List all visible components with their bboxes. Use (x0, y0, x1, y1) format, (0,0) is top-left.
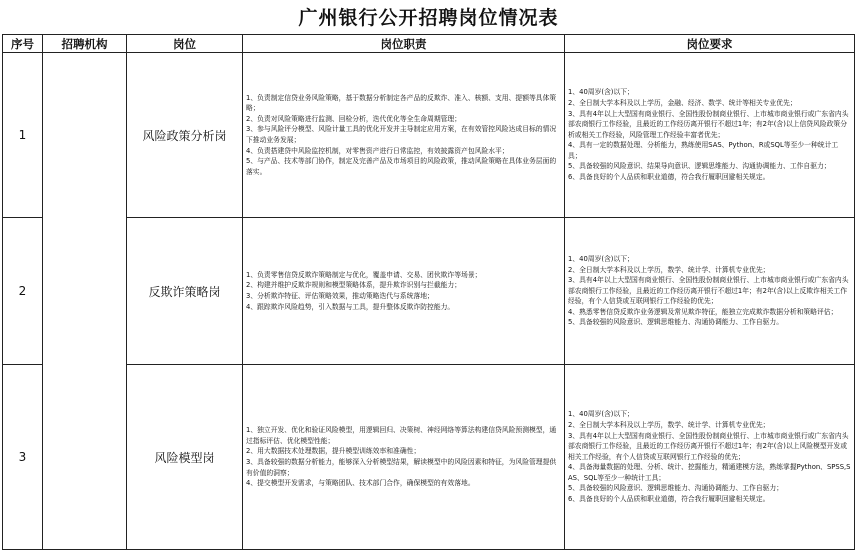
table-row (3, 365, 855, 550)
row-duties (243, 53, 565, 218)
requirement-line: 5、具备较强的风险意识、结果导向意识、逻辑思维能力、沟通协调能力、工作自驱力； (568, 162, 831, 171)
row-seq: 1 (3, 53, 43, 218)
requirement-line: 3、具有4年以上大型国有商业银行、全国性股份制商业银行、上市城市商业银行或广东省内头部农商银行工作经验，且最近的工作经历离开银行不超过1年；有2年(含)以上反欺诈相关工作经验，有个人信贷或互联网银行工作经验的优先； (568, 276, 849, 306)
header-duties: 岗位职责 (243, 35, 565, 53)
requirement-line: 2、全日制大学本科及以上学历，金融、经济、数学、统计等相关专业优先； (568, 98, 797, 107)
duty-line: 3、参与风险评分模型、风险计量工具的优化开发并主导制定应用方案，在有效管控风险达成目标的情况下推动业务发展； (246, 125, 557, 144)
requirement-line: 6、具备良好的个人品质和职业道德，符合我行履职回避相关规定。 (568, 495, 770, 504)
duty-line: 1、独立开发、优化和验证风险模型，用逻辑回归、决策树、神经网络等算法构建信贷风险预测模型，通过指标评估、优化模型性能； (246, 426, 557, 445)
duty-line: 3、分析欺诈特征、评估策略效果，推动策略迭代与系统落地； (246, 292, 434, 300)
duty-line: 2、负责对风险策略进行监测、回检分析，迭代优化等全生命周期管理； (246, 114, 462, 123)
header-requirements: 岗位要求 (565, 35, 855, 53)
header-position: 岗位 (127, 35, 243, 53)
duty-line: 1、负责零售信贷反欺诈策略制定与优化，覆盖申请、交易、团伙欺诈等场景； (246, 270, 482, 279)
table-header-row (3, 35, 855, 53)
row-seq: 3 (3, 365, 43, 550)
requirement-line: 3、具有4年以上大型国有商业银行、全国性股份制商业银行、上市城市商业银行或广东省内头部农商银行工作经验，且最近的工作经历离开银行不超过1年；有2年(含)以上信贷风险政策分析或相关工作经验，风险管理工作经验丰富者优先； (568, 109, 849, 139)
row-requirements (565, 365, 855, 550)
requirement-line: 1、40周岁(含)以下； (568, 410, 634, 419)
jobs-table (2, 34, 855, 550)
table-row (3, 53, 855, 218)
row-position: 风险政策分析岗 (127, 53, 243, 218)
requirement-line: 3、具有4年以上大型国有商业银行、全国性股份制商业银行、上市城市商业银行或广东省内头部农商银行工作经验，且最近的工作经历离开银行不超过1年；有2年(含)以上风险模型开发或相关工作经验，有个人信贷或互联网银行工作经验的优先； (568, 431, 849, 461)
row-seq: 2 (3, 218, 43, 365)
duty-line: 2、用大数据技术处理数据，提升模型训练效率和准确性； (246, 447, 421, 456)
row-duties (243, 365, 565, 550)
row-position: 风险模型岗 (127, 365, 243, 550)
header-org: 招聘机构 (43, 35, 127, 53)
row-requirements (565, 53, 855, 218)
page-title: 广州银行公开招聘岗位情况表 (298, 7, 559, 29)
requirement-line: 2、全日制大学本科及以上学历，数学、统计学、计算机专业优先； (568, 420, 770, 429)
requirement-line: 4、具有一定的数据处理、分析能力，熟练使用SAS、Python、R或SQL等至少一种统计工具； (568, 141, 839, 160)
duty-line: 2、构建并维护反欺诈规则和模型策略体系，提升欺诈识别与拦截能力； (246, 281, 462, 290)
duty-line: 5、与产品、技术等部门协作，制定及完善产品及市场项目的风险政策，推动风险策略在具体业务层面的落实。 (246, 157, 557, 176)
duty-line: 4、跟踪欺诈风险趋势，引入数据与工具，提升整体反欺诈防控能力。 (246, 302, 455, 311)
requirement-line: 6、具备良好的个人品质和职业道德，符合我行履职回避相关规定。 (568, 173, 770, 182)
duty-line: 4、提交模型开发需求，与策略团队、技术部门合作，确保模型的有效落地。 (246, 479, 475, 488)
requirement-line: 5、具备较强的风险意识、逻辑思维能力、沟通协调能力、工作自驱力； (568, 484, 784, 493)
table-row (3, 218, 855, 365)
requirement-line: 2、全日制大学本科及以上学历，数学、统计学、计算机专业优先； (568, 265, 770, 274)
header-seq: 序号 (3, 35, 43, 53)
requirement-line: 1、40周岁(含)以下； (568, 254, 634, 263)
requirement-line: 5、具备较强的风险意识、逻辑思维能力、沟通协调能力、工作自驱力。 (568, 318, 784, 327)
row-duties (243, 218, 565, 365)
requirement-line: 4、熟悉零售信贷反欺诈业务逻辑及常见欺诈特征，能独立完成欺诈数据分析和策略评估； (568, 307, 838, 316)
row-position: 反欺诈策略岗 (127, 218, 243, 365)
duty-line: 3、具备较强的数据分析能力，能够深入分析模型结果，解读模型中的风险因素和特征，为风险管理提供有价值的洞察； (246, 458, 557, 477)
duty-line: 1、负责制定信贷业务风险策略，基于数据分析制定各产品的反欺诈、准入、核额、支用、提额等具体策略； (246, 93, 557, 113)
requirement-line: 4、具备海量数据的处理、分析、统计、挖掘能力，精通建模方法，熟练掌握Python、SPSS,SAS、SQL等至少一种统计工具； (568, 463, 851, 482)
row-requirements (565, 218, 855, 365)
duty-line: 4、负责搭建贷中风险监控机制，对零售资产进行日常监控，有效披露资产包风险水平； (246, 146, 509, 155)
org-cell (43, 53, 127, 550)
requirement-line: 1、40周岁(含)以下； (568, 88, 634, 97)
